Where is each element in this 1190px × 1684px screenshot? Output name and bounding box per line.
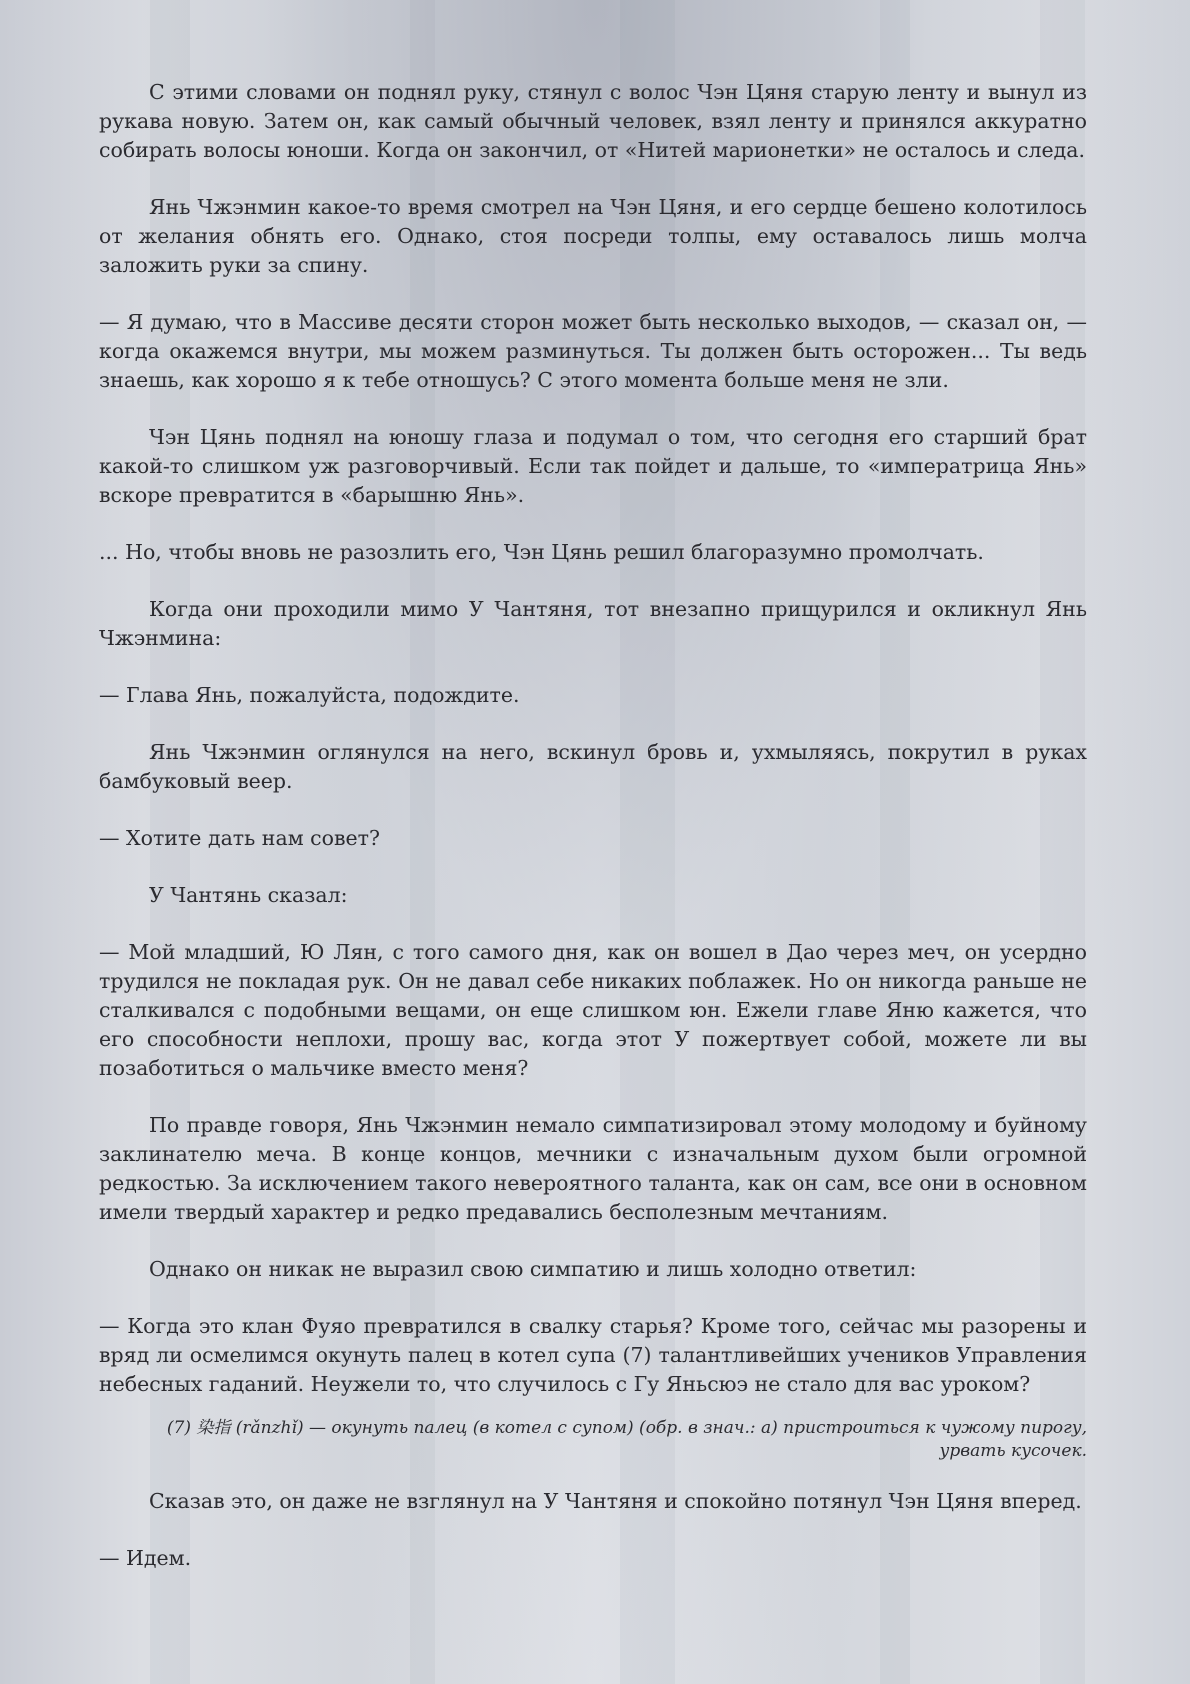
paragraph: Сказав это, он даже не взглянул на У Чантяня и спокойно потянул Чэн Цяня вперед. bbox=[149, 1489, 1082, 1513]
paragraph: Однако он никак не выразил свою симпатию и лишь холодно ответил: bbox=[149, 1257, 917, 1281]
paragraph: ... Но, чтобы вновь не разозлить его, Чэн Цянь решил благоразумно промолчать. bbox=[99, 540, 984, 564]
paragraph: С этими словами он поднял руку, стянул с волос Чэн Цяня старую ленту и вынул из рукава новую. Затем он, как самый обычный человек, взял ленту и принялся аккуратно собирать волосы юноши. Когда он закончил, от «Нитей марионетки» не осталось и следа. bbox=[99, 80, 1087, 162]
dialogue-paragraph: — Идем. bbox=[99, 1546, 192, 1570]
dialogue-paragraph: — Хотите дать нам совет? bbox=[99, 826, 380, 850]
paragraph: Янь Чжэнмин какое-то время смотрел на Чэн Цяня, и его сердце бешено колотилось от желания обнять его. Однако, стоя посреди толпы, ему оставалось лишь молча заложить руки за спину. bbox=[99, 195, 1087, 277]
dialogue-paragraph: — Когда это клан Фуяо превратился в свалку старья? Кроме того, сейчас мы разорены и вряд ли осмелимся окунуть палец в котел супа (7) талантливейших учеников Управления небесных гаданий. Неужели то, что случилось с Гу Яньсюэ не стало для вас уроком? bbox=[99, 1314, 1087, 1396]
dialogue-paragraph: — Мой младший, Ю Лян, с того самого дня, как он вошел в Дао через меч, он усердно трудился не покладая рук. Он не давал себе никаких поблажек. Но он никогда раньше не сталкивался с подобными вещами, он еще слишком юн. Ежели главе Яню кажется, что его способности неплохи, прошу вас, когда этот У пожертвует собой, можете ли вы позаботиться о мальчике вместо меня? bbox=[99, 940, 1087, 1080]
paragraph: Когда они проходили мимо У Чантяня, тот внезапно прищурился и окликнул Янь Чжэнмина: bbox=[99, 597, 1087, 650]
paragraph: У Чантянь сказал: bbox=[149, 883, 348, 907]
footnote: (7) 染指 (rǎnzhǐ) — окунуть палец (в котел с супом) (обр. в знач.: а) пристроиться к чужому пирогу, урвать кусочек. bbox=[166, 1418, 1087, 1461]
document-body bbox=[99, 78, 1087, 1601]
paragraph: По правде говоря, Янь Чжэнмин немало симпатизировал этому молодому и буйному заклинателю меча. В конце концов, мечники с изначальным духом были огромной редкостью. За исключением такого невероятного таланта, как он сам, все они в основном имели твердый характер и редко предавались бесполезным мечтаниям. bbox=[99, 1113, 1087, 1224]
dialogue-paragraph: — Глава Янь, пожалуйста, подождите. bbox=[99, 683, 520, 707]
paragraph: Янь Чжэнмин оглянулся на него, вскинул бровь и, ухмыляясь, покрутил в руках бамбуковый веер. bbox=[99, 740, 1087, 793]
dialogue-paragraph: — Я думаю, что в Массиве десяти сторон может быть несколько выходов, — сказал он, — когда окажемся внутри, мы можем разминуться. Ты должен быть осторожен... Ты ведь знаешь, как хорошо я к тебе отношусь? С этого момента больше меня не зли. bbox=[99, 310, 1087, 392]
paragraph: Чэн Цянь поднял на юношу глаза и подумал о том, что сегодня его старший брат какой-то слишком уж разговорчивый. Если так пойдет и дальше, то «императрица Янь» вскоре превратится в «барышню Янь». bbox=[99, 425, 1087, 507]
